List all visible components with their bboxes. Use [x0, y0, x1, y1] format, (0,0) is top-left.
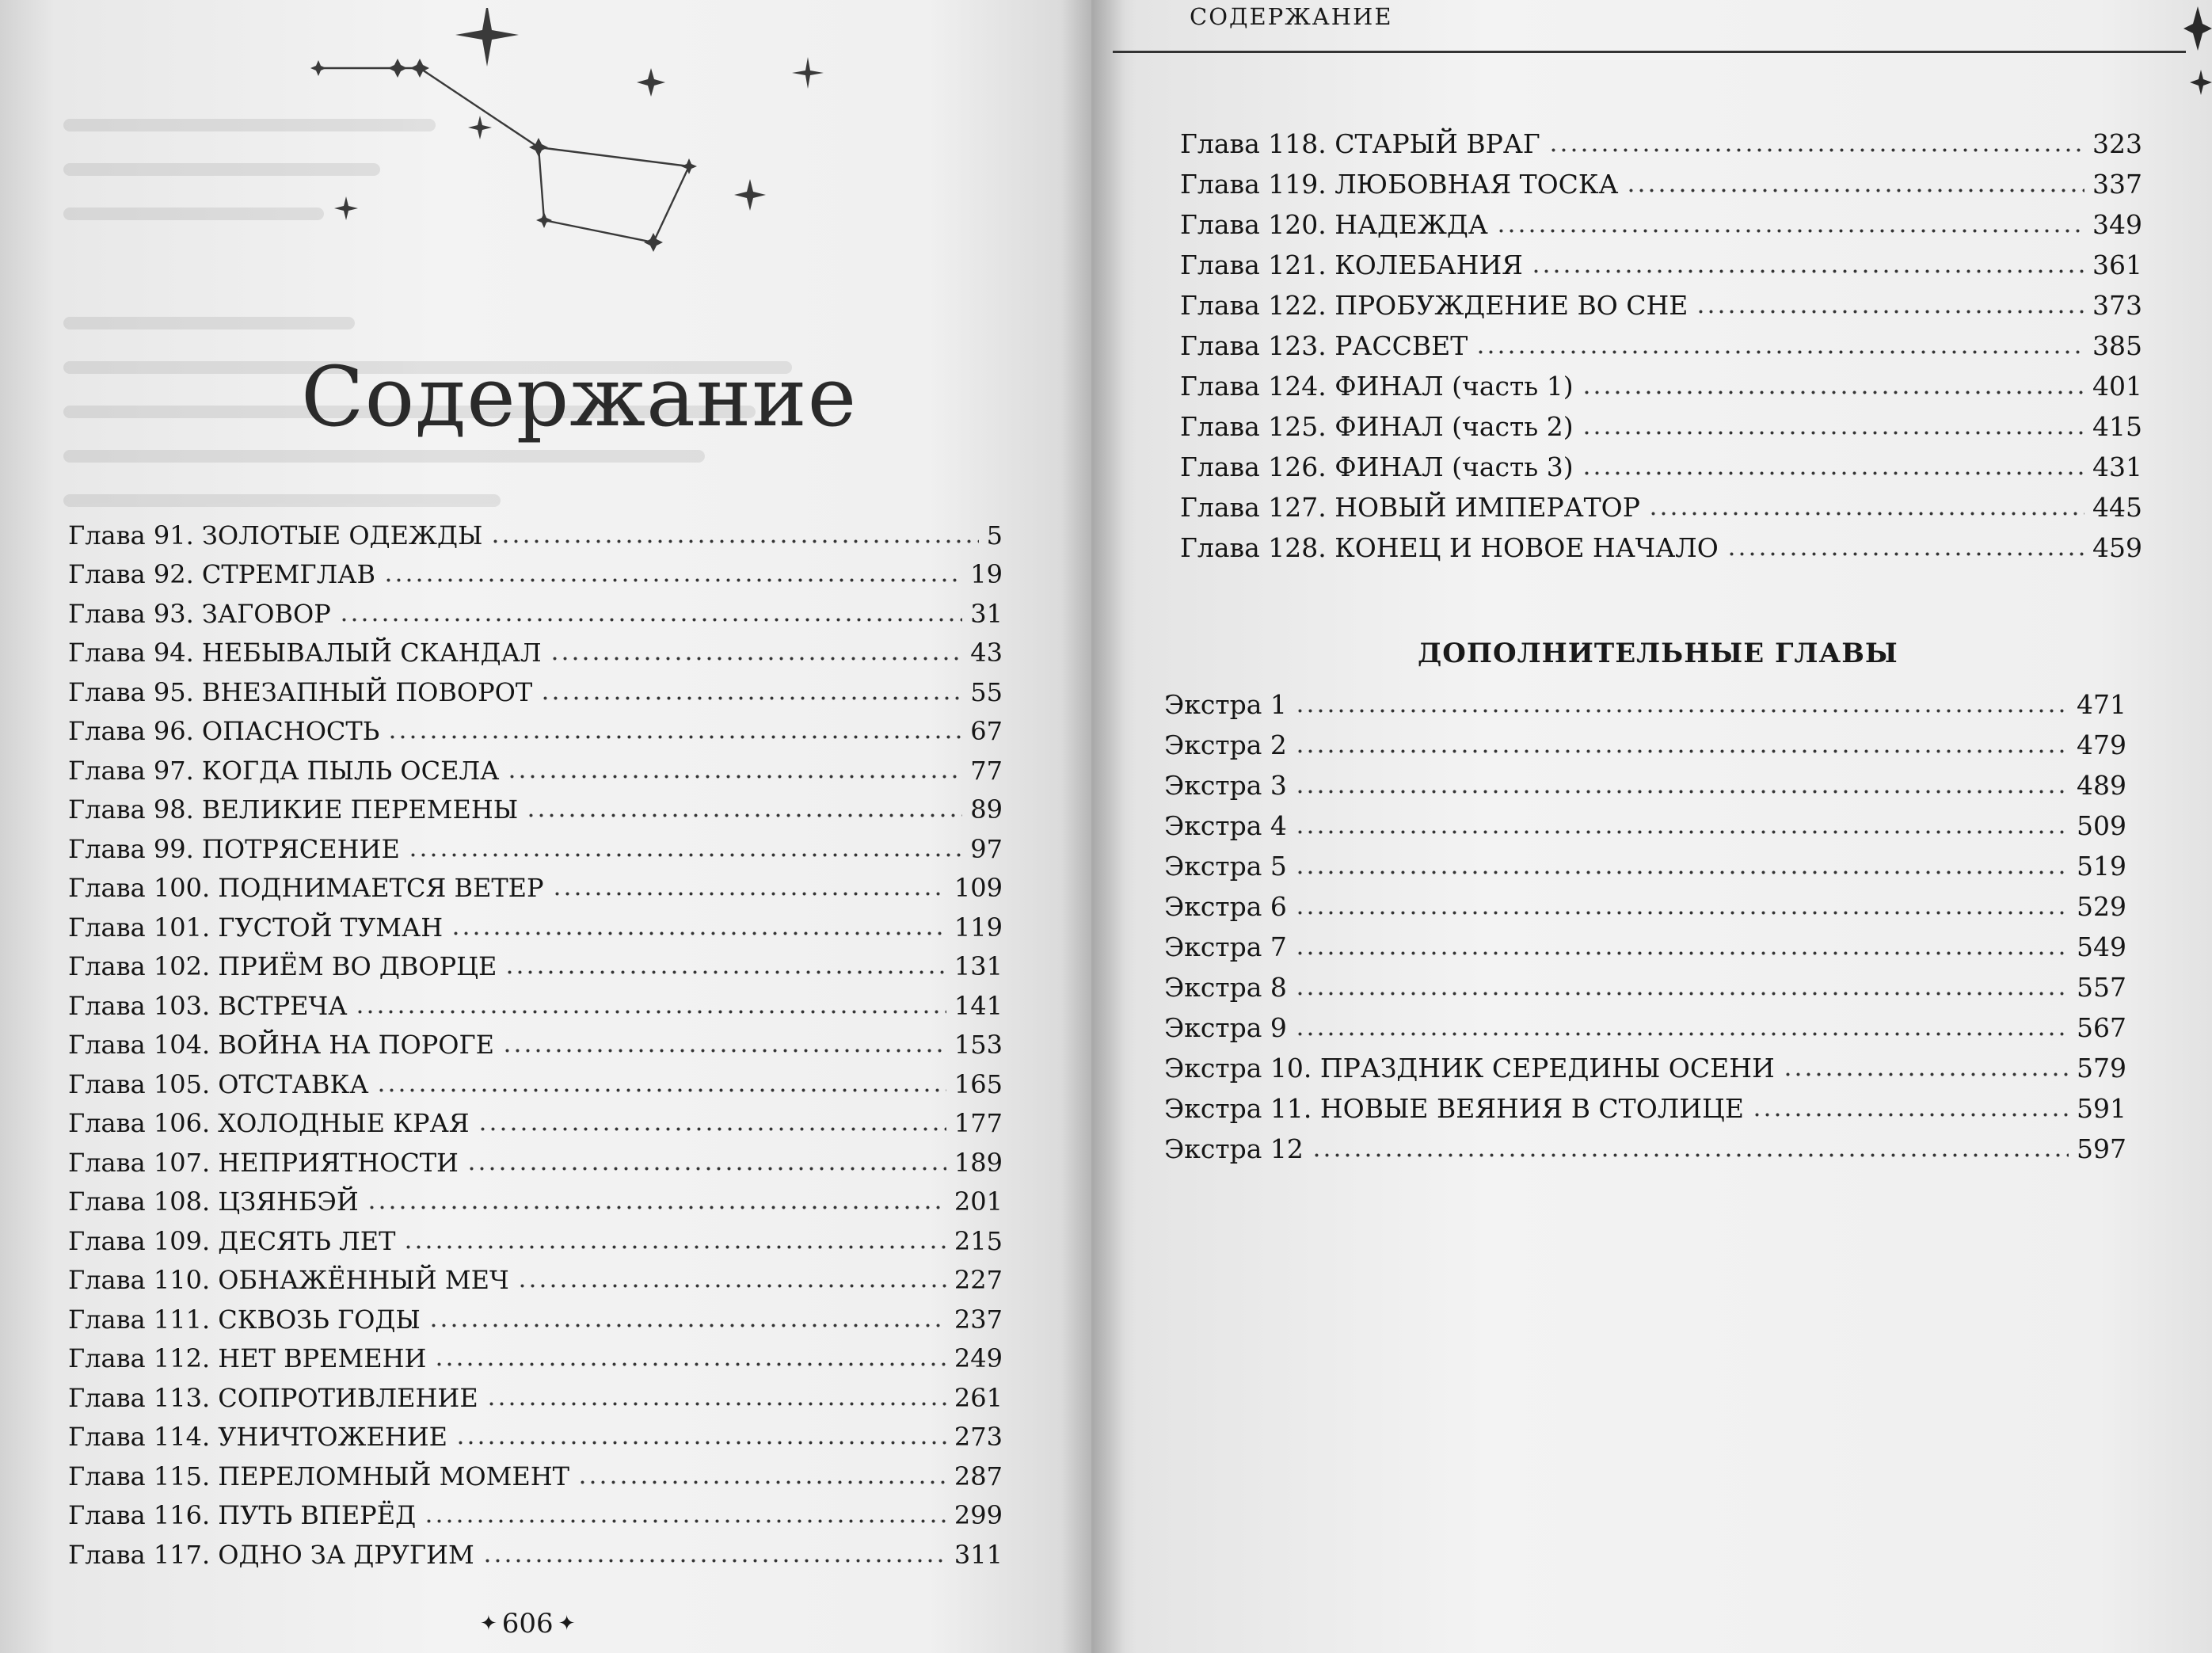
- toc-entry-label: Глава 99. ПОТРЯСЕНИЕ: [68, 833, 400, 864]
- toc-entry-label: Глава 123. РАССВЕТ: [1180, 330, 1468, 361]
- toc-entry-page: 5: [986, 520, 1003, 550]
- toc-extra-entry: [1164, 680, 2126, 720]
- dot-leader: [1582, 471, 2084, 475]
- left-page: [0, 0, 1091, 1653]
- toc-entry: [68, 1413, 1003, 1453]
- dot-leader: [376, 1088, 946, 1092]
- toc-entry-page: 471: [2077, 689, 2126, 720]
- toc-entry: [68, 1530, 1003, 1570]
- dot-leader: [1752, 1113, 2069, 1117]
- toc-extra-entry: [1164, 841, 2126, 882]
- toc-entry-page: 119: [954, 912, 1003, 943]
- toc-entry: [68, 1178, 1003, 1217]
- toc-entry-page: 529: [2077, 891, 2126, 922]
- toc-entry: [68, 825, 1003, 864]
- toc-extra-entry: [1164, 1084, 2126, 1124]
- toc-entry: [1180, 361, 2142, 402]
- dot-leader: [507, 775, 962, 779]
- toc-entry-page: 287: [954, 1461, 1003, 1491]
- toc-entry-page: 299: [954, 1500, 1003, 1530]
- toc-entry-page: 237: [954, 1304, 1003, 1335]
- toc-entry: [68, 1256, 1003, 1296]
- toc-entry-page: 67: [970, 716, 1003, 746]
- toc-extra-entry: [1164, 1003, 2126, 1043]
- folio-ornament-icon: ✦: [480, 1612, 497, 1636]
- toc-entry-page: 323: [2092, 128, 2142, 159]
- toc-entry-page: 141: [954, 990, 1003, 1021]
- toc-entry-label: Глава 109. ДЕСЯТЬ ЛЕТ: [68, 1225, 396, 1256]
- toc-entry-label: Глава 103. ВСТРЕЧА: [68, 990, 348, 1021]
- toc-entry-page: 349: [2092, 209, 2142, 240]
- toc-entry: [68, 981, 1003, 1021]
- dot-leader: [478, 1127, 946, 1131]
- toc-entry-page: 337: [2092, 169, 2142, 200]
- toc-entry-label: Глава 122. ПРОБУЖДЕНИЕ ВО СНЕ: [1180, 290, 1689, 321]
- toc-entry-label: Экстра 7: [1164, 931, 1287, 962]
- toc-extra-entry: [1164, 962, 2126, 1003]
- toc-entry: [68, 1021, 1003, 1061]
- toc-entry-label: Глава 125. ФИНАЛ (часть 2): [1180, 411, 1574, 442]
- toc-entry: [68, 1335, 1003, 1374]
- toc-extra-entry: [1164, 922, 2126, 962]
- toc-entry: [1180, 119, 2142, 159]
- toc-entry-page: 249: [954, 1343, 1003, 1373]
- toc-entry-label: Глава 110. ОБНАЖЁННЫЙ МЕЧ: [68, 1265, 509, 1295]
- toc-entry: [68, 511, 1003, 550]
- toc-entry-page: 549: [2077, 931, 2126, 962]
- toc-entry-label: Экстра 11. НОВЫЕ ВЕЯНИЯ В СТОЛИЦЕ: [1164, 1093, 1744, 1124]
- toc-entry: [68, 550, 1003, 590]
- dot-leader: [517, 1284, 946, 1288]
- toc-entry-page: 361: [2092, 249, 2142, 280]
- toc-entry-label: Глава 98. ВЕЛИКИЕ ПЕРЕМЕНЫ: [68, 794, 519, 825]
- toc-entry-page: 189: [954, 1147, 1003, 1178]
- toc-entry-page: 373: [2092, 290, 2142, 321]
- toc-entry-label: Глава 120. НАДЕЖДА: [1180, 209, 1488, 240]
- toc-entry-page: 385: [2092, 330, 2142, 361]
- toc-entry-label: Экстра 4: [1164, 810, 1287, 841]
- toc-entry-page: 165: [954, 1068, 1003, 1099]
- toc-entry-page: 31: [970, 598, 1003, 629]
- dot-leader: [502, 1049, 946, 1053]
- toc-entry-label: Глава 112. НЕТ ВРЕМЕНИ: [68, 1343, 427, 1373]
- dot-leader: [339, 618, 962, 622]
- toc-entry-label: Глава 121. КОЛЕБАНИЯ: [1180, 249, 1523, 280]
- toc-entry-page: 131: [954, 951, 1003, 981]
- toc-entry-page: 415: [2092, 411, 2142, 442]
- toc-entry-label: Глава 95. ВНЕЗАПНЫЙ ПОВОРОТ: [68, 676, 533, 707]
- toc-entry-label: Глава 114. УНИЧТОЖЕНИЕ: [68, 1422, 448, 1452]
- toc-entry: [68, 589, 1003, 629]
- toc-entry: [68, 746, 1003, 786]
- dot-leader: [355, 1010, 946, 1014]
- dot-leader: [1531, 269, 2084, 273]
- toc-entry-label: Глава 108. ЦЗЯНБЭЙ: [68, 1186, 359, 1217]
- toc-entry-page: 597: [2077, 1133, 2126, 1164]
- toc-entry-label: Экстра 5: [1164, 851, 1287, 882]
- toc-entry-label: Глава 91. ЗОЛОТЫЕ ОДЕЖДЫ: [68, 520, 483, 550]
- toc-entry-label: Глава 101. ГУСТОЙ ТУМАН: [68, 912, 444, 943]
- toc-entry-page: 489: [2077, 770, 2126, 801]
- toc-entry-page: 445: [2092, 492, 2142, 523]
- toc-entry-label: Глава 106. ХОЛОДНЫЕ КРАЯ: [68, 1108, 470, 1138]
- toc-entry: [68, 707, 1003, 747]
- toc-entry-label: Глава 105. ОТСТАВКА: [68, 1068, 369, 1099]
- toc-entry-page: 401: [2092, 371, 2142, 402]
- toc-entry: [68, 1491, 1003, 1531]
- toc-entry-label: Экстра 3: [1164, 770, 1287, 801]
- toc-entry-page: 509: [2077, 810, 2126, 841]
- toc-entry-page: 591: [2077, 1093, 2126, 1124]
- toc-entry-page: 89: [970, 794, 1003, 825]
- toc-entry-label: Экстра 8: [1164, 972, 1287, 1003]
- toc-list-left: [68, 511, 1003, 1570]
- toc-entry-label: Глава 93. ЗАГОВОР: [68, 598, 331, 629]
- dot-leader: [540, 696, 962, 700]
- toc-extra-entry: [1164, 801, 2126, 841]
- toc-list-extras: [1164, 680, 2126, 1164]
- dot-leader: [455, 1441, 946, 1445]
- toc-entry-page: 177: [954, 1108, 1003, 1138]
- dot-leader: [408, 853, 962, 857]
- dot-leader: [504, 970, 946, 974]
- toc-entry: [1180, 240, 2142, 280]
- dot-leader: [1295, 911, 2069, 915]
- folio-ornament-icon: ✦: [558, 1612, 576, 1636]
- toc-entry: [68, 864, 1003, 904]
- toc-entry-label: Экстра 6: [1164, 891, 1287, 922]
- toc-entry: [1180, 280, 2142, 321]
- dot-leader: [1496, 229, 2084, 233]
- toc-entry-page: 557: [2077, 972, 2126, 1003]
- dot-leader: [552, 892, 946, 896]
- toc-entry-label: Глава 96. ОПАСНОСТЬ: [68, 716, 380, 746]
- toc-entry: [68, 1099, 1003, 1139]
- toc-list-right: [1180, 119, 2142, 563]
- toc-entry: [68, 1138, 1003, 1178]
- toc-entry: [68, 786, 1003, 825]
- dot-leader: [387, 735, 962, 739]
- dot-leader: [577, 1480, 946, 1484]
- toc-entry: [68, 1217, 1003, 1256]
- toc-entry-label: Глава 111. СКВОЗЬ ГОДЫ: [68, 1304, 421, 1335]
- toc-entry-label: Глава 115. ПЕРЕЛОМНЫЙ МОМЕНТ: [68, 1461, 569, 1491]
- book-gutter-shadow: [1061, 0, 1125, 1653]
- dot-leader: [1295, 790, 2069, 794]
- dot-leader: [1696, 310, 2084, 314]
- toc-entry-page: 201: [954, 1186, 1003, 1217]
- toc-entry-page: 97: [970, 833, 1003, 864]
- toc-entry-page: 479: [2077, 729, 2126, 760]
- toc-entry-page: 43: [970, 638, 1003, 668]
- toc-entry-page: 109: [954, 873, 1003, 903]
- toc-title: Содержание: [301, 349, 858, 445]
- toc-entry-label: Глава 113. СОПРОТИВЛЕНИЕ: [68, 1382, 478, 1413]
- toc-entry-label: Экстра 10. ПРАЗДНИК СЕРЕДИНЫ ОСЕНИ: [1164, 1053, 1775, 1084]
- toc-entry-page: 311: [954, 1539, 1003, 1570]
- toc-entry: [68, 668, 1003, 707]
- toc-entry: [1180, 402, 2142, 442]
- dot-leader: [383, 578, 962, 582]
- toc-extra-entry: [1164, 760, 2126, 801]
- toc-entry-label: Глава 117. ОДНО ЗА ДРУГИМ: [68, 1539, 474, 1570]
- toc-entry-page: 215: [954, 1225, 1003, 1256]
- dot-leader: [486, 1402, 946, 1406]
- toc-entry-page: 519: [2077, 851, 2126, 882]
- toc-entry: [68, 943, 1003, 982]
- toc-extra-entry: [1164, 882, 2126, 922]
- dot-leader: [428, 1324, 946, 1327]
- toc-entry-page: 153: [954, 1030, 1003, 1060]
- dot-leader: [1582, 431, 2084, 435]
- dot-leader: [434, 1362, 946, 1366]
- toc-entry: [68, 1373, 1003, 1413]
- page-number: [475, 1608, 581, 1640]
- dot-leader: [1295, 992, 2069, 996]
- dot-leader: [1295, 830, 2069, 834]
- dot-leader: [1626, 189, 2084, 192]
- toc-entry: [1180, 523, 2142, 563]
- toc-entry-page: 19: [970, 559, 1003, 589]
- dot-leader: [1295, 749, 2069, 753]
- toc-entry: [68, 1452, 1003, 1491]
- dot-leader: [1582, 390, 2084, 394]
- toc-entry: [1180, 482, 2142, 523]
- toc-entry: [1180, 200, 2142, 240]
- toc-entry-label: Глава 104. ВОЙНА НА ПОРОГЕ: [68, 1030, 495, 1060]
- toc-entry-label: Глава 97. КОГДА ПЫЛЬ ОСЕЛА: [68, 755, 500, 786]
- toc-entry-label: Экстра 12: [1164, 1133, 1304, 1164]
- toc-entry-label: Глава 118. СТАРЫЙ ВРАГ: [1180, 128, 1540, 159]
- toc-entry-label: Глава 102. ПРИЁМ ВО ДВОРЦЕ: [68, 951, 497, 981]
- dot-leader: [424, 1519, 946, 1523]
- toc-entry-label: Глава 116. ПУТЬ ВПЕРЁД: [68, 1500, 417, 1530]
- toc-entry: [68, 1295, 1003, 1335]
- toc-entry-label: Экстра 2: [1164, 729, 1287, 760]
- toc-entry-label: Глава 107. НЕПРИЯТНОСТИ: [68, 1147, 459, 1178]
- toc-entry-page: 567: [2077, 1012, 2126, 1043]
- dot-leader: [550, 657, 963, 661]
- toc-entry-page: 431: [2092, 451, 2142, 482]
- folio-number: 606: [501, 1608, 554, 1640]
- toc-entry-page: 55: [970, 676, 1003, 707]
- dot-leader: [1783, 1072, 2069, 1076]
- dot-leader: [1475, 350, 2084, 354]
- dot-leader: [451, 931, 946, 935]
- dot-leader: [466, 1167, 946, 1171]
- corner-ornament-icon: [2166, 0, 2212, 103]
- dot-leader: [1295, 1032, 2069, 1036]
- dot-leader: [1548, 148, 2084, 152]
- dot-leader: [526, 813, 962, 817]
- dot-leader: [367, 1205, 946, 1209]
- extras-section-title: ДОПОЛНИТЕЛЬНЫЕ ГЛАВЫ: [1418, 638, 1898, 669]
- toc-entry: [68, 629, 1003, 668]
- toc-entry-page: 227: [954, 1265, 1003, 1295]
- toc-entry-page: 77: [970, 755, 1003, 786]
- toc-extra-entry: [1164, 1124, 2126, 1164]
- running-header: СОДЕРЖАНИЕ: [1190, 3, 1393, 30]
- toc-entry-page: 273: [954, 1422, 1003, 1452]
- dot-leader: [1295, 951, 2069, 955]
- dot-leader: [1295, 870, 2069, 874]
- toc-entry-page: 579: [2077, 1053, 2126, 1084]
- toc-entry-label: Глава 119. ЛЮБОВНАЯ ТОСКА: [1180, 169, 1619, 200]
- dot-leader: [1312, 1153, 2069, 1157]
- toc-extra-entry: [1164, 1043, 2126, 1084]
- toc-entry: [68, 903, 1003, 943]
- toc-entry-label: Глава 126. ФИНАЛ (часть 3): [1180, 451, 1574, 482]
- constellation-illustration: [269, 8, 839, 269]
- toc-entry-label: Глава 92. СТРЕМГЛАВ: [68, 559, 376, 589]
- toc-entry-label: Экстра 9: [1164, 1012, 1287, 1043]
- toc-entry-label: Глава 100. ПОДНИМАЕТСЯ ВЕТЕР: [68, 873, 544, 903]
- dot-leader: [482, 1559, 946, 1563]
- dot-leader: [1648, 512, 2084, 516]
- toc-entry-label: Глава 124. ФИНАЛ (часть 1): [1180, 371, 1574, 402]
- toc-entry-label: Глава 94. НЕБЫВАЛЫЙ СКАНДАЛ: [68, 638, 542, 668]
- toc-entry: [1180, 442, 2142, 482]
- toc-entry-page: 261: [954, 1382, 1003, 1413]
- toc-entry: [1180, 159, 2142, 200]
- toc-entry: [1180, 321, 2142, 361]
- dot-leader: [403, 1245, 946, 1249]
- toc-entry-label: Глава 127. НОВЫЙ ИМПЕРАТОР: [1180, 492, 1640, 523]
- dot-leader: [1727, 552, 2084, 556]
- toc-entry-page: 459: [2092, 532, 2142, 563]
- toc-extra-entry: [1164, 720, 2126, 760]
- toc-entry-label: Глава 128. КОНЕЦ И НОВОЕ НАЧАЛО: [1180, 532, 1719, 563]
- header-rule: [1113, 51, 2186, 53]
- toc-entry-label: Экстра 1: [1164, 689, 1287, 720]
- toc-entry: [68, 1060, 1003, 1099]
- dot-leader: [490, 539, 978, 543]
- dot-leader: [1295, 709, 2069, 713]
